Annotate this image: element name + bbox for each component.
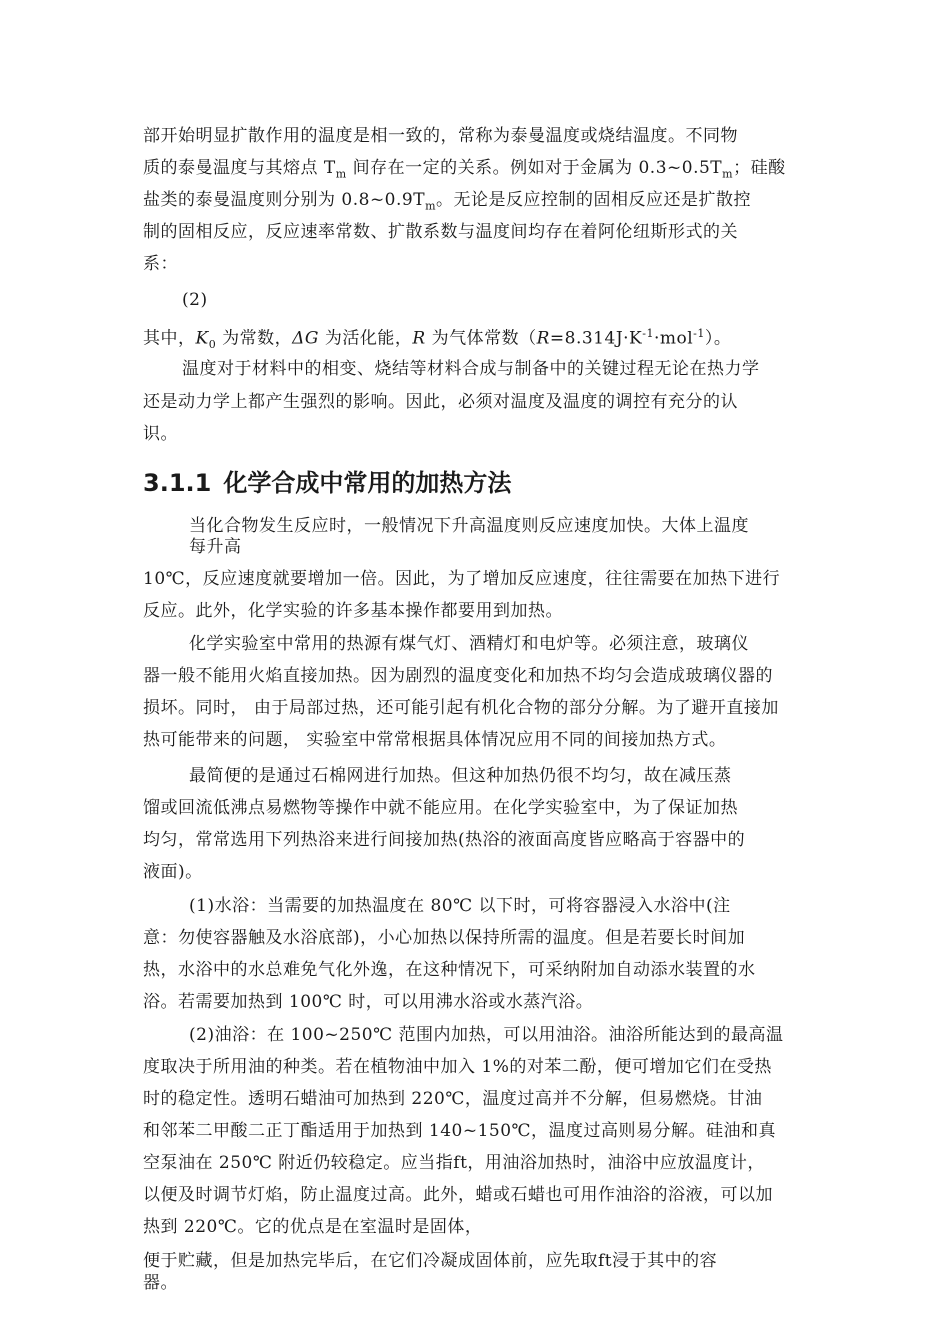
- text-line: 便于贮藏，但是加热完毕后，在它们冷凝成固体前，应先取ft浸于其中的容: [143, 1251, 718, 1271]
- text-line: 系：: [143, 254, 178, 274]
- text-line: 热，水浴中的水总难免气化外逸，在这种情况下，可采纳附加自动添水装置的水: [143, 960, 756, 980]
- text-line: 和邻苯二甲酸二正丁酯适用于加热到 140~150℃，温度过高则易分解。硅油和真: [143, 1121, 777, 1141]
- equation-label: (2): [182, 290, 208, 310]
- text-line: 器一般不能用火焰直接加热。因为剧烈的温度变化和加热不均匀会造成玻璃仪器的: [143, 666, 773, 686]
- text-line: 识。: [143, 424, 178, 444]
- text-line: 热到 220℃。它的优点是在室温时是固体，: [143, 1217, 483, 1237]
- section-heading: 3.1.1 化学合成中常用的加热方法: [143, 469, 512, 497]
- text-line: 反应。此外，化学实验的许多基本操作都要用到加热。: [143, 601, 563, 621]
- text-line: 制的固相反应，反应速率常数、扩散系数与温度间均存在着阿伦纽斯形式的关: [143, 222, 738, 242]
- text-line: 均匀，常常选用下列热浴来进行间接加热(热浴的液面高度皆应略高于容器中的: [143, 830, 746, 850]
- text-line: 馏或回流低沸点易燃物等操作中就不能应用。在化学实验室中，为了保证加热: [143, 798, 738, 818]
- text-line: (2)油浴：在 100~250℃ 范围内加热，可以用油浴。油浴所能达到的最高温: [189, 1025, 784, 1045]
- text-line: 以便及时调节灯焰，防止温度过高。此外，蜡或石蜡也可用作油浴的浴液，可以加: [143, 1185, 773, 1205]
- text-line: 每升高: [189, 537, 242, 557]
- text-line: (1)水浴：当需要的加热温度在 80℃ 以下时，可将容器浸入水浴中(注: [189, 896, 731, 916]
- text-line: 空泵油在 250℃ 附近仍较稳定。应当指ft，用油浴加热时，油浴中应放温度计，: [143, 1153, 765, 1173]
- text-line: 当化合物发生反应时，一般情况下升高温度则反应速度加快。大体上温度: [189, 516, 749, 536]
- text-line: 时的稳定性。透明石蜡油可加热到 220℃，温度过高并不分解，但易燃烧。甘油: [143, 1089, 763, 1109]
- text-line: 意：勿使容器触及水浴底部)，小心加热以保持所需的温度。但是若要长时间加: [143, 928, 746, 948]
- text-line: 质的泰曼温度与其熔点 $T_m$ 间存在一定的关系。例如对于金属为 $0.3\sim 0.5T_m$；硅酸: [143, 158, 786, 181]
- text-line: 度取决于所用油的种类。若在植物油中加入 1%的对苯二酚，便可增加它们在受热: [143, 1057, 772, 1077]
- text-line: 10℃，反应速度就要增加一倍。因此，为了增加反应速度，往往需要在加热下进行: [143, 569, 781, 589]
- text-line: 化学实验室中常用的热源有煤气灯、酒精灯和电炉等。必须注意，玻璃仪: [189, 634, 749, 654]
- text-line: 其中，$K_0$ 为常数，ΔG 为活化能，R 为气体常数$(R=8.314J\cdot K^{-1}\cdot mol^{-1})$。: [143, 327, 732, 352]
- text-line: 液面)。: [143, 862, 203, 882]
- text-line: 还是动力学上都产生强烈的影响。因此，必须对温度及温度的调控有充分的认: [143, 392, 738, 412]
- text-line: 热可能带来的问题， 实验室中常常根据具体情况应用不同的间接加热方式。: [143, 730, 727, 750]
- text-line: 盐类的泰曼温度则分别为 $0.8\sim 0.9T_m$。无论是反应控制的固相反应还是扩散控: [143, 190, 751, 213]
- text-line: 最简便的是通过石棉网进行加热。但这种加热仍很不均匀，故在减压蒸: [189, 766, 732, 786]
- text-line: 温度对于材料中的相变、烧结等材料合成与制备中的关键过程无论在热力学: [182, 359, 760, 379]
- text-line: 损坏。同时， 由于局部过热，还可能引起有机化合物的部分分解。为了避开直接加: [143, 698, 779, 718]
- text-line: 器。: [143, 1273, 178, 1293]
- text-line: 部开始明显扩散作用的温度是相一致的，常称为泰曼温度或烧结温度。不同物: [143, 126, 738, 146]
- text-line: 浴。若需要加热到 100℃ 时，可以用沸水浴或水蒸汽浴。: [143, 992, 594, 1012]
